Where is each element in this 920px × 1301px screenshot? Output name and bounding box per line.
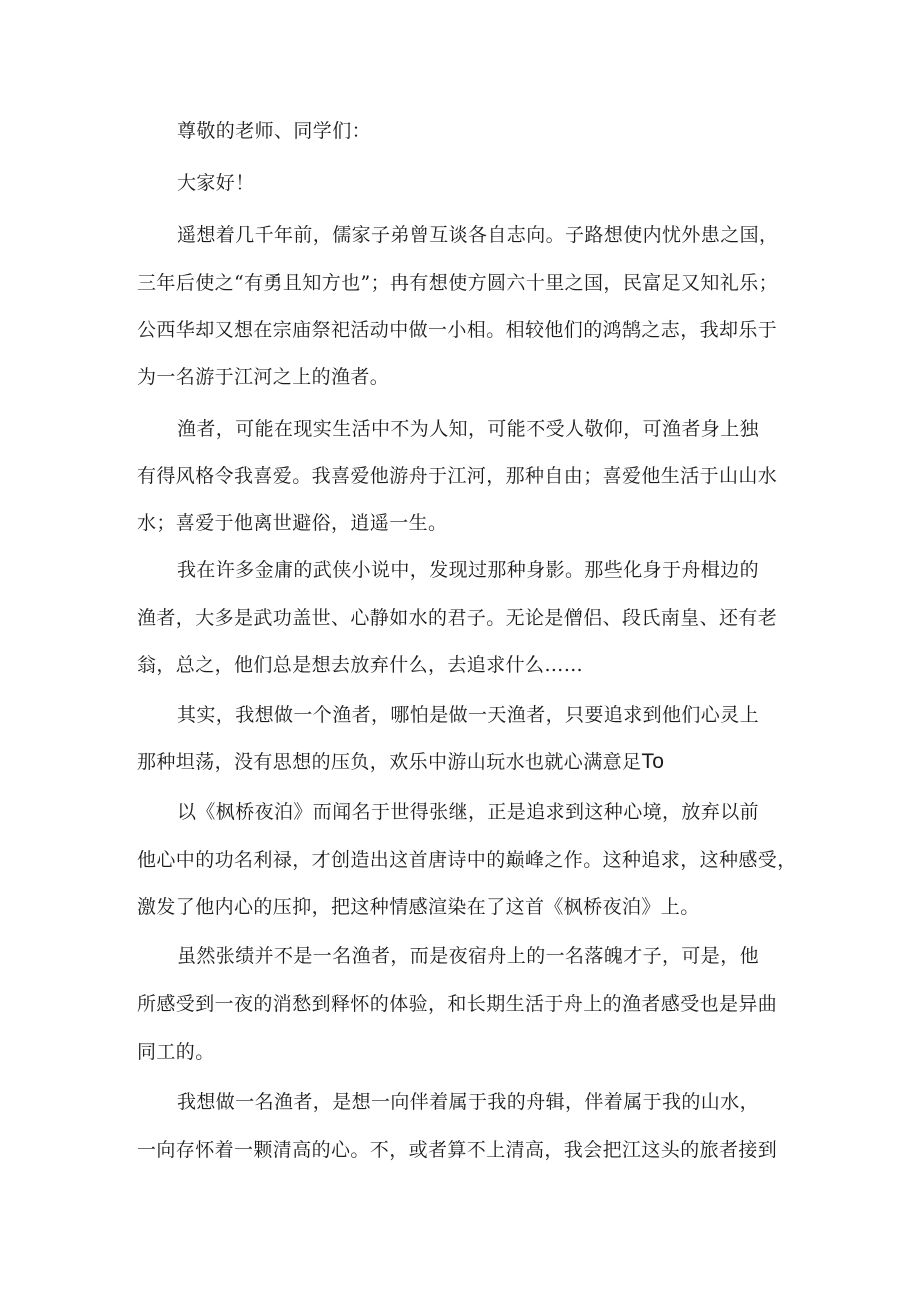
greeting-line: 尊敬的老师、同学们： <box>177 120 372 142</box>
paragraph-line: 有得风格令我喜爱。我喜爱他游舟于江河，那种自由；喜爱他生活于山山水 <box>137 465 778 487</box>
paragraph-line: 同工的。 <box>137 1041 215 1063</box>
paragraph-line: 虽然张绩并不是一名渔者，而是夜宿舟上的一名落魄才子，可是，他 <box>177 945 760 967</box>
paragraph-line: 渔者，可能在现实生活中不为人知，可能不受人敬仰，可渔者身上独 <box>177 418 760 440</box>
paragraph-line: 所感受到一夜的消愁到释怀的体验，和长期生活于舟上的渔者感受也是异曲 <box>137 993 778 1015</box>
paragraph-line: 一向存怀着一颗清高的心。不，或者算不上清高，我会把江这头的旅者接到 <box>137 1139 778 1161</box>
paragraph-line: 以《枫桥夜泊》而闻名于世得张继，正是追求到这种心境，放弃以前 <box>177 801 760 823</box>
paragraph-line <box>137 750 664 774</box>
paragraph-line: 激发了他内心的压抑，把这种情感渲染在了这首《枫桥夜泊》上。 <box>137 896 700 918</box>
paragraph-line: 其实，我想做一个渔者，哪怕是做一天渔者，只要追求到他们心灵上 <box>177 704 760 726</box>
hello-line: 大家好！ <box>177 172 255 194</box>
paragraph-line: 我想做一名渔者，是想一向伴着属于我的舟辑，伴着属于我的山水， <box>177 1091 760 1113</box>
paragraph-line-text: 那种坦荡，没有思想的压负，欢乐中游山玩水也就心满意足 <box>137 751 642 773</box>
paragraph-line: 渔者，大多是武功盖世、心静如水的君子。无论是僧侣、段氏南皇、还有老 <box>137 607 778 629</box>
trailing-text: To <box>641 750 665 773</box>
paragraph-line: 他心中的功名利禄，才创造出这首唐诗中的巅峰之作。这种追求，这种感受， <box>137 849 797 871</box>
paragraph-line: 翁，总之，他们总是想去放弃什么，去追求什么…… <box>137 654 584 676</box>
paragraph-line: 为一名游于江河之上的渔者。 <box>137 366 390 388</box>
paragraph-line: 水；喜爱于他离世避俗，逍遥一生。 <box>137 512 448 534</box>
paragraph-line: 公西华却又想在宗庙祭祀活动中做一小相。相较他们的鸿鹄之志，我却乐于 <box>137 319 778 341</box>
paragraph-line: 我在许多金庸的武侠小说中，发现过那种身影。那些化身于舟楫边的 <box>177 559 760 581</box>
paragraph-line: 三年后使之“有勇且知方也”；冉有想使方圆六十里之国，民富足又知礼乐； <box>137 272 779 294</box>
paragraph-line: 遥想着几千年前，儒家子弟曾互谈各自志向。子路想使内忧外患之国， <box>177 224 779 246</box>
